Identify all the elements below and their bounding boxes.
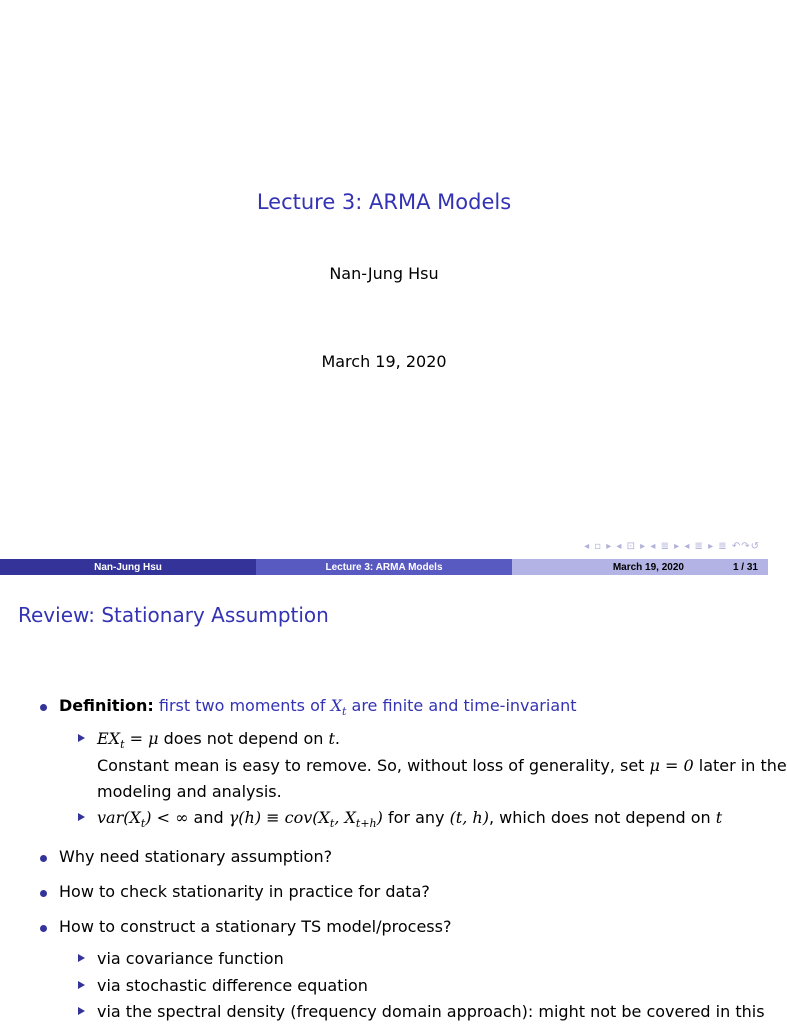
review-slide: Review: Stationary Assumption Definition: first two moments of $X_t$ are finite and time-invariant $EX_t = \mu$ does not depend on t. Constant mean is easy to remove. So, without loss of generality, set μ = 0 later in the modeling and analysis. $var(X_t)$ < ∞ and $\gamma(h) \equiv cov(X_t$, $X_{t+h}$) for any (t, h), which does not depend on t Why need stationary assumption? How to check stationarity in practice for data? How to construct a stationary TS model/process? via covariance function via stochastic difference equation via the spectral density (frequency domain approach): might not be covered in this (18, 603, 787, 1021)
triangle-bullet-icon (78, 981, 85, 989)
footer-page-number: 1 / 31 (732, 561, 758, 573)
footline (0, 559, 768, 575)
triangle-bullet-icon (78, 813, 85, 821)
sub-list-continuation: modeling and analysis. (97, 782, 282, 801)
frame-title: Review: Stationary Assumption (18, 603, 329, 627)
sub-list-continuation: Constant mean is easy to remove. So, without loss of generality, set μ = 0 later in the (97, 756, 787, 775)
bullet-dot-icon (40, 855, 47, 862)
bullet-dot-icon (40, 890, 47, 897)
footer-title: Lecture 3: ARMA Models (256, 559, 512, 575)
bullet-dot-icon (40, 925, 47, 932)
lecture-title: Lecture 3: ARMA Models (256, 190, 512, 214)
definition-text: first two moments of $X_t$ are finite and time-invariant (158, 696, 577, 719)
bullet-dot-icon (40, 704, 47, 711)
author-name: Nan-Jung Hsu (329, 264, 439, 283)
triangle-bullet-icon (78, 1007, 85, 1015)
beamer-navigation-icons[interactable]: ◂ ▫ ▸ ◂ ⊡ ▸ ◂ ≣ ▸ ◂ ≣ ▸ ≣ ↶↷↺ (584, 541, 760, 552)
definition-label: Definition: (59, 696, 154, 715)
footer-date-page (512, 559, 768, 575)
triangle-bullet-icon (78, 954, 85, 962)
footer-date: March 19, 2020 (612, 561, 684, 573)
triangle-bullet-icon (78, 734, 85, 742)
footer-author: Nan-Jung Hsu (0, 559, 256, 575)
lecture-date: March 19, 2020 (321, 352, 447, 371)
